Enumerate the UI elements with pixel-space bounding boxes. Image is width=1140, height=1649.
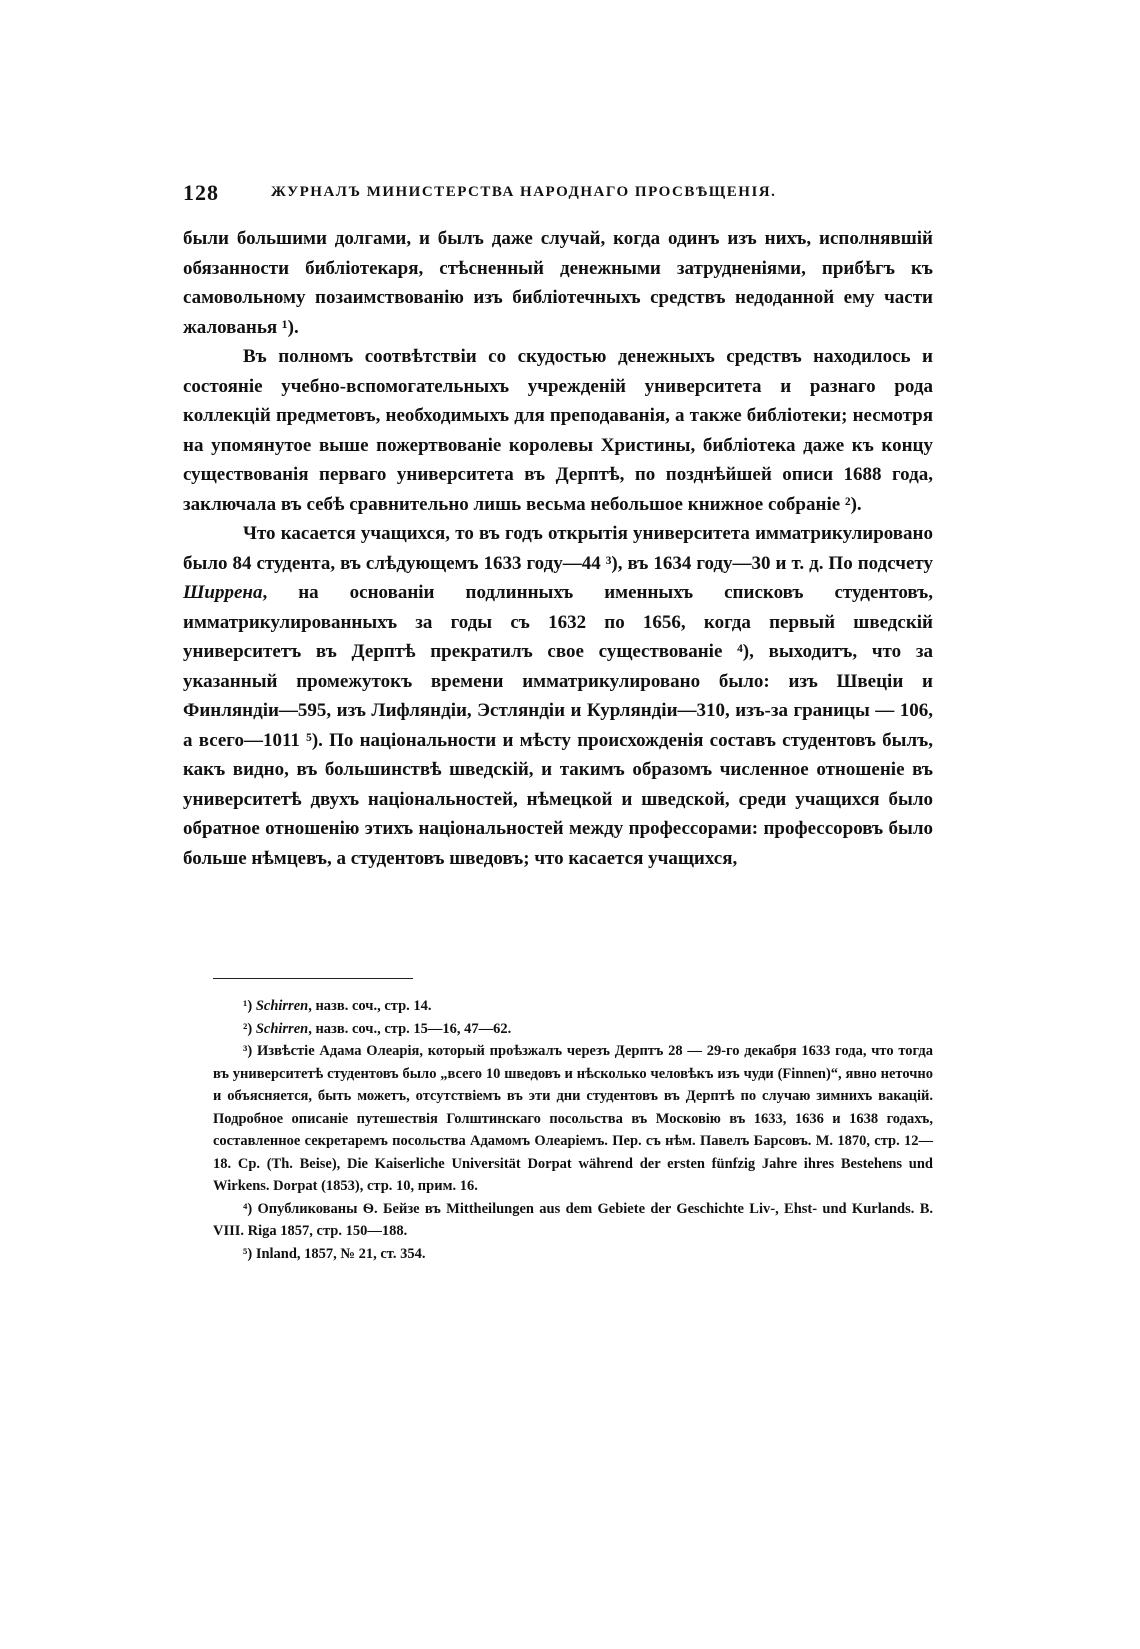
footnote-text: Опубликованы Ѳ. Бейзе въ Mittheilungen aus dem Gebiete der Geschichte Liv-, Ehst- und Kurlands. B. VIII. Riga 1857, стр. 150—188. — [213, 1200, 933, 1239]
footnote-1 — [213, 995, 933, 1018]
body-text — [183, 224, 933, 873]
footnote-mark: ²) — [243, 1020, 253, 1037]
footnote-5 — [213, 1243, 933, 1266]
footnote-mark: ⁴) — [243, 1200, 253, 1217]
footnote-mark: ¹) — [243, 998, 253, 1014]
footnote-mark: ³) — [243, 1043, 253, 1059]
footnote-2 — [213, 1018, 933, 1041]
footnote-4 — [213, 1198, 933, 1243]
paragraph-1: были большими долгами, и былъ даже случай, когда одинъ изъ нихъ, исполнявшій обязанности библіотекаря, стѣсненный денежными затрудненіями, прибѣгъ къ самовольному позаимствованію изъ библіотечныхъ средствъ недоданной ему части жалованья ¹). — [183, 228, 933, 338]
paragraph-2: Въ полномъ соотвѣтствіи со скудостью денежныхъ средствъ находилось и состояніе учебно-вспомогательныхъ учрежденій университета и разнаго рода коллекцій предметовъ, необходимыхъ для преподаванія, а также библіотеки; несмотря на упомянутое выше пожертвованіе королевы Христины, библіотека даже къ концу существованія перваго университета въ Дерптѣ, по позднѣйшей описи 1688 года, заключала въ себѣ сравнительно лишь весьма небольшое книжное собраніе ²). — [183, 346, 933, 515]
running-head — [183, 180, 933, 214]
footnote-emph: Schirren — [255, 998, 309, 1014]
paragraph-3 — [183, 519, 933, 873]
journal-title: ЖУРНАЛЪ МИНИСТЕРСТВА НАРОДНАГО ПРОСВѢЩЕНІЯ. — [271, 184, 777, 200]
footnote-emph: Schirren — [255, 1020, 309, 1037]
footnotes — [213, 995, 933, 1265]
paragraph-3-part-1: Что касается учащихся, то въ годъ открытія университета имматрикулировано было 84 студента, въ слѣдующемъ 1633 году—44 ³), въ 1634 году—30 и т. д. По подсчету — [183, 523, 933, 574]
footnote-text: , назв. соч., стр. 15—16, 47—62. — [308, 1020, 512, 1037]
footnote-text: , назв. соч., стр. 14. — [308, 998, 432, 1014]
footnote-text: Inland, 1857, № 21, ст. 354. — [255, 1245, 426, 1262]
paragraph-3-part-2: , на основаніи подлинныхъ именныхъ списковъ студентовъ, имматрикулированныхъ за годы съ 1632 по 1656, когда первый шведскій университетъ въ Дерптѣ прекратилъ свое существованіе ⁴), выходитъ, что за указанный промежутокъ времени имматрикулировано было: изъ Швеціи и Финляндіи—595, изъ Лифляндіи, Эстляндіи и Курляндіи—310, изъ-за границы — 106, а всего—1011 ⁵). По національности и мѣсту происхожденія составъ студентовъ былъ, какъ видно, въ большинствѣ шведскій, и такимъ образомъ численное отношеніе въ университетѣ двухъ національностей, нѣмецкой и шведской, среди учащихся было обратное отношенію этихъ національностей между профессорами: профессоровъ было больше нѣмцевъ, а студентовъ шведовъ; что касается учащихся, — [183, 582, 933, 869]
footnote-mark: ⁵) — [243, 1245, 253, 1262]
footnote-separator — [213, 978, 413, 979]
page-number: 128 — [183, 180, 219, 205]
footnote-3 — [213, 1040, 933, 1198]
page — [183, 180, 934, 1262]
footnote-text: Извѣстіе Адама Олеарія, который проѣзжалъ черезъ Дерптъ 28 — 29-го декабря 1633 года, что тогда въ университетѣ студентовъ было „всего 10 шведовъ и нѣсколько человѣкъ изъ чуди (Finnen)“, явно неточно и объясняется, быть можетъ, отсутствіемъ въ эти дни студентовъ въ Дерптѣ по случаю зимнихъ вакацій. Подробное описаніе путешествія Голштинскаго посольства въ Московію въ 1633, 1636 и 1638 годахъ, составленное секретаремъ посольства Адамомъ Олеаріемъ. Пер. съ нѣм. Павелъ Барсовъ. М. 1870, стр. 12—18. Ср. (Th. Beise), Die Kaiserliche Universität Dorpat während der ersten fünfzig Jahre ihres Bestehens und Wirkens. Dorpat (1853), стр. 10, прим. 16. — [213, 1043, 934, 1194]
paragraph-3-emph: Ширрена — [183, 582, 263, 603]
